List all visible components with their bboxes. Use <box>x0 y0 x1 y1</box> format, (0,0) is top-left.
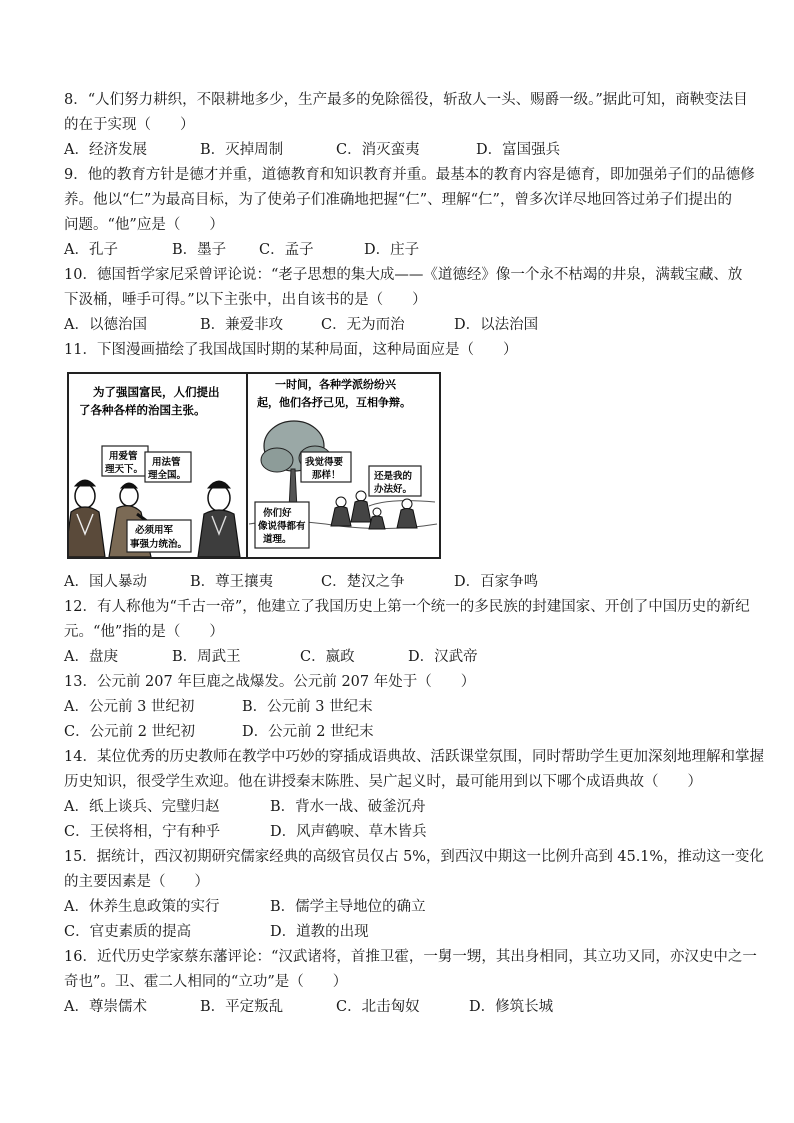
q12-stem-line1: 12．有人称他为“千古一帝”，他建立了我国历史上第一个统一的多民族的封建国家、开创了中国历史的新纪 <box>64 599 750 615</box>
q11-stem-line1: 11．下图漫画描绘了我国战国时期的某种局面，这种局面应是（ ） <box>64 342 518 358</box>
comic-caption-left-2: 了各种各样的治国主张。 <box>79 403 206 417</box>
q9-stem-line3: 问题。“他”应是（ ） <box>64 217 224 233</box>
comic-bubble-d-line2: 那样！ <box>312 470 341 481</box>
q10-option-d[interactable]: D．以法治国 <box>454 317 539 333</box>
q14-option-a[interactable]: A．纸上谈兵、完璧归赵 <box>64 799 220 815</box>
q12-option-b[interactable]: B．周武王 <box>172 649 241 665</box>
comic-bubble-d-line1: 我觉得要 <box>305 457 344 468</box>
comic-bubble-c-line1: 必须用军 <box>135 525 174 536</box>
q11-comic-image <box>67 372 441 559</box>
q8-option-c[interactable]: C．消灭蛮夷 <box>336 142 420 158</box>
q13-option-d[interactable]: D．公元前 2 世纪末 <box>242 724 374 740</box>
q10-option-a[interactable]: A．以德治国 <box>64 317 147 333</box>
comic-bubble-f-line2: 像说得都有 <box>258 521 306 532</box>
comic-small-figures <box>331 491 417 529</box>
q8-option-a[interactable]: A．经济发展 <box>64 142 147 158</box>
comic-caption-left-1: 为了强国富民，人们提出 <box>93 385 220 399</box>
q14-option-c[interactable]: C．王侯将相，宁有种乎 <box>64 824 221 840</box>
q14-stem-line2: 历史知识，很受学生欢迎。他在讲授秦末陈胜、吴广起义时，最可能用到以下哪个成语典故（ ） <box>64 774 702 790</box>
q11-option-d[interactable]: D．百家争鸣 <box>454 574 539 590</box>
q12-stem-line2: 元。“他”指的是（ ） <box>64 624 224 640</box>
q15-stem-line1: 15．据统计，西汉初期研究儒家经典的高级官员仅占 5%，到西汉中期这一比例升高到 45.1%，推动这一变化 <box>64 849 764 865</box>
q8-stem-line1: 8．“人们努力耕织，不限耕地多少，生产最多的免除徭役，斩敌人一头、赐爵一级。”据此可知，商鞅变法目 <box>64 92 748 108</box>
q10-stem-line1: 10．德国哲学家尼采曾评论说：“老子思想的集大成——《道德经》像一个永不枯竭的井泉，满载宝藏、放 <box>64 267 743 283</box>
q15-option-a[interactable]: A．休养生息政策的实行 <box>64 899 220 915</box>
q16-option-b[interactable]: B．平定叛乱 <box>200 999 284 1015</box>
comic-figure-right <box>198 481 240 557</box>
q15-option-c[interactable]: C．官吏素质的提高 <box>64 924 192 940</box>
q12-option-a[interactable]: A．盘庚 <box>64 649 118 665</box>
q9-option-c[interactable]: C．孟子 <box>259 242 314 258</box>
q15-option-b[interactable]: B．儒学主导地位的确立 <box>270 899 426 915</box>
q12-option-d[interactable]: D．汉武帝 <box>408 649 478 665</box>
q9-stem-line1: 9．他的教育方针是德才并重，道德教育和知识教育并重。最基本的教育内容是德育，即加强弟子们的品德修 <box>64 167 755 183</box>
comic-bubble-f-line1: 你们好 <box>263 508 292 519</box>
comic-bubble-e-line1: 还是我的 <box>374 471 413 482</box>
q13-option-b[interactable]: B．公元前 3 世纪末 <box>242 699 373 715</box>
q16-stem-line2: 奇也”。卫、霍二人相同的“立功”是（ ） <box>64 974 348 990</box>
comic-caption-right-1: 一时间，各种学派纷纷兴 <box>275 378 396 391</box>
q9-option-a[interactable]: A．孔子 <box>64 242 118 258</box>
q16-option-a[interactable]: A．尊崇儒术 <box>64 999 147 1015</box>
q16-stem-line1: 16．近代历史学家蔡东藩评论：“汉武诸将，首推卫霍，一舅一甥，其出身相同，其立功又同，亦汉史中之一 <box>64 949 757 965</box>
q10-option-c[interactable]: C．无为而治 <box>321 317 405 333</box>
q14-option-b[interactable]: B．背水一战、破釜沉舟 <box>270 799 426 815</box>
q8-stem-line2: 的在于实现（ ） <box>64 117 195 133</box>
q13-option-a[interactable]: A．公元前 3 世纪初 <box>64 699 195 715</box>
comic-bubble-c-line2: 事强力统治。 <box>130 539 188 550</box>
comic-bubble-a-line2: 理天下。 <box>105 464 144 475</box>
q15-option-d[interactable]: D．道教的出现 <box>270 924 369 940</box>
q9-option-d[interactable]: D．庄子 <box>364 242 420 258</box>
q14-option-d[interactable]: D．风声鹤唳、草木皆兵 <box>270 824 427 840</box>
comic-caption-right-2: 起，他们各抒己见，互相争辩。 <box>257 396 411 409</box>
q16-option-d[interactable]: D．修筑长城 <box>469 999 554 1015</box>
q10-option-b[interactable]: B．兼爱非攻 <box>200 317 284 333</box>
q16-option-c[interactable]: C．北击匈奴 <box>336 999 420 1015</box>
q9-stem-line2: 养。他以“仁”为最高目标，为了使弟子们准确地把握“仁”、理解“仁”，曾多次详尽地回答过弟子们提出的 <box>64 192 732 208</box>
q14-stem-line1: 14．某位优秀的历史教师在教学中巧妙的穿插成语典故、活跃课堂氛围，同时帮助学生更加深刻地理解和掌握 <box>64 749 764 765</box>
q8-option-b[interactable]: B．灭掉周制 <box>200 142 284 158</box>
comic-bubble-a-line1: 用爱管 <box>109 451 138 462</box>
q11-option-c[interactable]: C．楚汉之争 <box>321 574 405 590</box>
q13-stem-line1: 13．公元前 207 年巨鹿之战爆发。公元前 207 年处于（ ） <box>64 674 476 690</box>
q13-option-c[interactable]: C．公元前 2 世纪初 <box>64 724 196 740</box>
comic-figure-left <box>69 480 105 557</box>
comic-bubble-b-line1: 用法管 <box>152 457 181 468</box>
q15-stem-line2: 的主要因素是（ ） <box>64 874 209 890</box>
q10-stem-line2: 下汲桶，唾手可得。”以下主张中，出自该书的是（ ） <box>64 292 427 308</box>
q12-option-c[interactable]: C．嬴政 <box>300 649 355 665</box>
q8-option-d[interactable]: D．富国强兵 <box>476 142 561 158</box>
comic-bubble-f-line3: 道理。 <box>263 534 292 545</box>
comic-bubble-b-line2: 理全国。 <box>148 470 187 481</box>
q9-option-b[interactable]: B．墨子 <box>172 242 227 258</box>
q11-option-a[interactable]: A．国人暴动 <box>64 574 147 590</box>
q11-option-b[interactable]: B．尊王攘夷 <box>190 574 274 590</box>
comic-bubble-e-line2: 办法好。 <box>374 484 413 495</box>
